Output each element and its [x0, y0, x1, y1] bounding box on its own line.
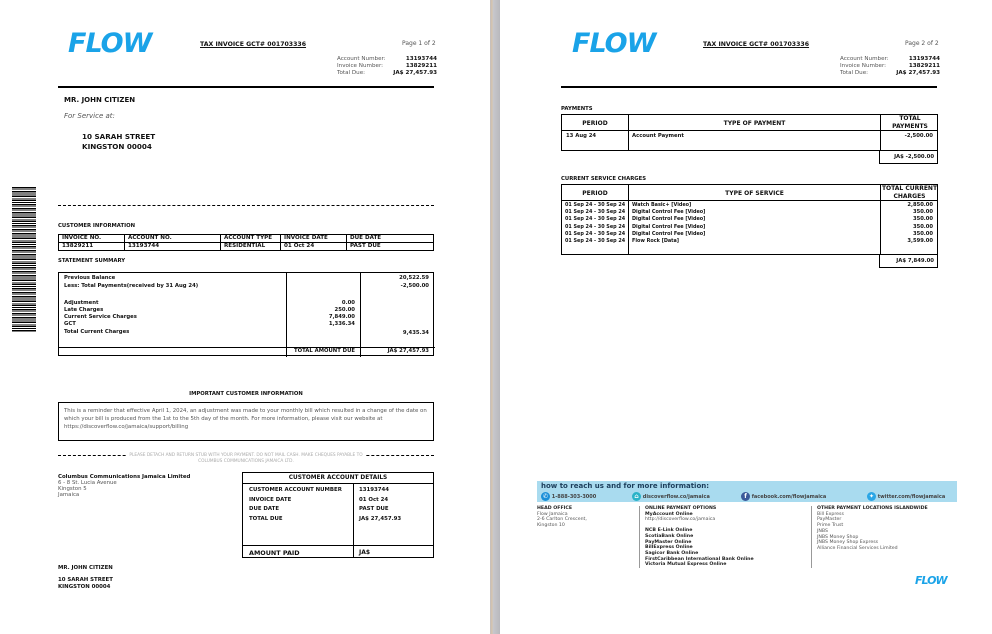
mailing-address — [58, 577, 113, 591]
previous-balance-value: 20,522.59 — [399, 275, 429, 281]
stub-value: JA$ 27,457.93 — [359, 515, 402, 522]
flow-logo: FLOW — [572, 28, 656, 59]
service-type: Digital Control Fee [Video] — [632, 216, 706, 223]
other-payment-locations — [817, 506, 928, 552]
service-types — [632, 202, 705, 245]
total-due-label: Total Due: — [840, 70, 869, 76]
service-period: 01 Sep 24 - 30 Sep 24 — [565, 223, 626, 230]
customer-information-title: CUSTOMER INFORMATION — [58, 223, 136, 229]
service-period: 01 Sep 24 - 30 Sep 24 — [565, 202, 626, 208]
head-office-line: 2-6 Carlton Crescent, — [537, 517, 587, 523]
invoice-page-2 — [500, 0, 992, 634]
stub-value: 01 Oct 24 — [359, 496, 389, 503]
page-number: Page 2 of 2 — [905, 40, 939, 47]
invoice-number: 13829211 — [908, 63, 940, 69]
amount-paid-field[interactable]: JA$ — [359, 549, 371, 556]
head-office — [537, 506, 587, 529]
invoice-title: TAX INVOICE GCT# 001703336 — [200, 41, 307, 48]
current-service-value: 7,849.00 — [328, 314, 355, 320]
customer-account-details-stub — [242, 472, 434, 558]
bank-option: Victoria Mutual Express Online — [645, 562, 727, 568]
column-header: DUE DATE — [347, 235, 434, 243]
column-divider — [639, 506, 640, 568]
invoice-title: TAX INVOICE GCT# 001703336 — [703, 41, 810, 48]
column-header: TYPE OF SERVICE — [725, 190, 784, 197]
column-header: TOTAL PAYMENTS — [892, 115, 928, 130]
bank-option: PayMaster Online — [645, 539, 692, 545]
adjustment-value: 0.00 — [341, 300, 355, 306]
stub-values — [359, 486, 401, 524]
gct-label: GCT — [64, 321, 76, 327]
head-office-line: Kingston 10 — [537, 523, 565, 529]
bank-option: BillExpress Online — [645, 545, 693, 551]
stub-label: DUE DATE — [249, 506, 279, 512]
other-locations-title: OTHER PAYMENT LOCATIONS ISLANDWIDE — [817, 506, 928, 511]
contact-web — [632, 492, 710, 501]
stub-value: PAST DUE — [359, 506, 389, 512]
head-office-title: HEAD OFFICE — [537, 506, 573, 511]
service-type: Flow Rock [Data] — [632, 238, 680, 245]
phone-icon: ✆ — [542, 493, 549, 500]
payment-period: 13 Aug 24 — [566, 133, 597, 139]
invoice-date-value: 01 Oct 24 — [281, 243, 347, 251]
contact-tw — [867, 492, 945, 501]
total-current-label: Total Current Charges — [64, 329, 130, 335]
payments-label: Less: Total Payments(received by 31 Aug 24) — [64, 283, 199, 289]
invoice-page-1 — [0, 0, 490, 634]
account-number: 13193744 — [405, 56, 437, 62]
stub-title: CUSTOMER ACCOUNT DETAILS — [288, 475, 388, 481]
important-info-text: This is a reminder that effective April 1, 2024, an adjustment was made to your monthly bill which resulted in a change of the date on which your bill is produced from the 1st to the 5th day of the month. For more information, please visit our website at https://discoverflow.co/jamaica/support/billing — [64, 408, 427, 430]
stub-label: INVOICE DATE — [249, 496, 292, 503]
payments-title: PAYMENTS — [561, 106, 593, 112]
page-gutter — [490, 0, 500, 634]
mailing-name: MR. JOHN CITIZEN — [58, 565, 113, 571]
table-row — [59, 243, 434, 251]
contact-website[interactable]: discoverflow.co/jamaica — [642, 494, 710, 500]
payments-value: -2,500.00 — [400, 283, 429, 289]
service-amount: 350.00 — [912, 230, 933, 237]
total-due: JA$ 27,457.93 — [896, 70, 940, 76]
remit-line1: 6 - 8 St. Lucia Avenue — [58, 480, 117, 486]
service-charges-table — [561, 184, 938, 255]
for-service-label: For Service at: — [64, 112, 115, 120]
payments-total: JA$ -2,500.00 — [879, 150, 938, 164]
detach-notice — [58, 453, 434, 465]
service-address-line1: 10 SARAH STREET — [82, 132, 156, 141]
contact-fb — [741, 492, 826, 501]
account-number-label: Account Number: — [337, 56, 386, 62]
stub-value: 13193744 — [359, 487, 390, 493]
facebook-icon: f — [741, 492, 750, 501]
column-header: TYPE OF PAYMENT — [723, 120, 786, 127]
service-type: Digital Control Fee [Video] — [632, 223, 706, 230]
location-item: Bill Express — [817, 511, 844, 517]
column-divider — [811, 506, 812, 568]
statement-summary-title: STATEMENT SUMMARY — [58, 258, 126, 264]
account-type-value: RESIDENTIAL — [221, 243, 281, 251]
previous-balance-label: Previous Balance — [64, 275, 116, 281]
column-header: TOTAL CURRENT CHARGES — [881, 185, 938, 200]
payment-type: Account Payment — [632, 133, 684, 139]
late-charges-value: 250.00 — [334, 307, 355, 313]
detach-notice-line2: COLUMBUS COMMUNICATIONS JAMAICA LTD. — [198, 459, 294, 464]
account-summary-header — [840, 56, 940, 77]
column-header: PERIOD — [582, 120, 608, 127]
location-item: Alliance Financial Services Limited — [817, 545, 898, 551]
account-no-value: 13193744 — [125, 243, 221, 251]
statement-summary-box — [58, 272, 434, 356]
myaccount-url[interactable]: http://discoverflow.co/jamaica — [645, 517, 716, 523]
service-amount: 350.00 — [912, 216, 933, 223]
column-header: INVOICE NO. — [59, 235, 125, 243]
head-office-line: Flow Jamaica — [537, 511, 568, 517]
current-service-label: Current Service Charges — [64, 314, 137, 320]
service-amount: 350.00 — [912, 223, 933, 230]
payment-amount: -2,500.00 — [904, 133, 933, 139]
stub-labels — [249, 486, 342, 524]
contact-links — [541, 492, 596, 501]
service-periods — [565, 202, 625, 245]
bank-option: Sagicor Bank Online — [645, 550, 699, 556]
location-item: JNBS Money Shop Express — [817, 540, 879, 546]
dashed-separator — [58, 205, 434, 206]
gct-value: 1,336.34 — [328, 321, 355, 327]
header-rule — [561, 86, 937, 88]
mailing-line1: 10 SARAH STREET — [58, 577, 113, 583]
service-type: Digital Control Fee [Video] — [632, 230, 706, 237]
stub-label: TOTAL DUE — [249, 515, 283, 522]
contact-facebook[interactable]: facebook.com/flowjamaica — [751, 494, 827, 500]
flow-logo: FLOW — [68, 28, 152, 59]
payments-table — [561, 114, 938, 151]
page-number: Page 1 of 2 — [402, 40, 436, 47]
table-header-row — [59, 235, 434, 243]
bank-option: NCB E-Link Online — [645, 528, 693, 534]
detach-notice-line1: PLEASE DETACH AND RETURN STUB WITH YOUR PAYMENT. DO NOT MAIL CASH. MAKE CHEQUES PAYABLE TO — [129, 453, 363, 458]
customer-information-table — [58, 234, 434, 251]
service-period: 01 Sep 24 - 30 Sep 24 — [565, 209, 626, 216]
bank-option: ScotiaBank Online — [645, 533, 694, 539]
contact-banner-title: how to reach us and for more information: — [541, 482, 710, 490]
total-amount-due-label: TOTAL AMOUNT DUE — [293, 348, 355, 354]
important-info-title: IMPORTANT CUSTOMER INFORMATION — [189, 391, 303, 397]
invoice-number-label: Invoice Number: — [337, 63, 384, 69]
total-amount-due-value: JA$ 27,457.93 — [387, 348, 429, 354]
due-date-value: PAST DUE — [347, 243, 434, 251]
service-period: 01 Sep 24 - 30 Sep 24 — [565, 230, 626, 237]
column-header: INVOICE DATE — [281, 235, 347, 243]
account-summary-header — [337, 56, 437, 77]
total-due: JA$ 27,457.93 — [393, 70, 437, 76]
location-item: Prime Trust — [817, 523, 844, 529]
service-amount: 2,850.00 — [907, 202, 933, 208]
header-rule — [58, 86, 434, 88]
total-due-label: Total Due: — [337, 70, 366, 76]
contact-twitter[interactable]: twitter.com/flowjamaica — [877, 494, 946, 500]
late-charges-label: Late Charges — [64, 307, 104, 313]
service-charges-title: CURRENT SERVICE CHARGES — [561, 176, 647, 182]
twitter-icon: ✦ — [868, 493, 875, 500]
invoice-no-value: 13829211 — [59, 243, 125, 251]
online-payment-options — [645, 506, 754, 568]
remit-to-address — [58, 474, 190, 498]
account-number-label: Account Number: — [840, 56, 889, 62]
total-current-value: 9,435.34 — [402, 330, 429, 336]
service-address-line2: KINGSTON 00004 — [82, 142, 152, 151]
contact-phone[interactable]: 1-888-303-3000 — [551, 494, 597, 500]
amount-paid-label: AMOUNT PAID — [249, 549, 300, 557]
stub-label: CUSTOMER ACCOUNT NUMBER — [249, 487, 342, 493]
service-amount: 3,599.00 — [907, 238, 933, 245]
service-period: 01 Sep 24 - 30 Sep 24 — [565, 216, 626, 223]
invoice-number-label: Invoice Number: — [840, 63, 887, 69]
column-header: PERIOD — [582, 190, 608, 197]
contact-banner — [537, 481, 957, 502]
important-info-box — [58, 402, 434, 441]
remit-company: Columbus Communications Jamaica Limited — [58, 474, 191, 480]
service-type: Digital Control Fee [Video] — [632, 209, 706, 216]
column-header: ACCOUNT NO. — [125, 235, 221, 243]
location-item: PayMaster — [817, 517, 842, 523]
home-icon: ⌂ — [632, 492, 641, 501]
service-type: Watch Basic+ [Video] — [632, 202, 692, 208]
myaccount-link[interactable]: MyAccount Online — [645, 511, 693, 517]
column-header: ACCOUNT TYPE — [221, 235, 281, 243]
remit-line3: Jamaica — [58, 492, 80, 498]
service-charges-total: JA$ 7,849.00 — [879, 254, 938, 268]
online-payment-title: ONLINE PAYMENT OPTIONS — [645, 506, 717, 511]
location-item: JNBS Money Shop — [817, 534, 859, 540]
customer-name: MR. JOHN CITIZEN — [64, 96, 136, 104]
invoice-number: 13829211 — [405, 63, 437, 69]
service-amount: 350.00 — [912, 209, 933, 216]
service-period: 01 Sep 24 - 30 Sep 24 — [565, 238, 626, 245]
location-item: JNBS — [817, 528, 828, 534]
service-amounts — [907, 202, 933, 245]
barcode — [12, 187, 36, 332]
adjustment-label: Adjustment — [64, 300, 99, 306]
account-number: 13193744 — [908, 56, 940, 62]
mailing-line2: KINGSTON 00004 — [58, 584, 111, 590]
bank-option: FirstCaribbean International Bank Online — [645, 556, 754, 562]
footer-flow-logo: FLOW — [915, 574, 947, 587]
remit-line2: Kingston 5 — [58, 486, 87, 492]
